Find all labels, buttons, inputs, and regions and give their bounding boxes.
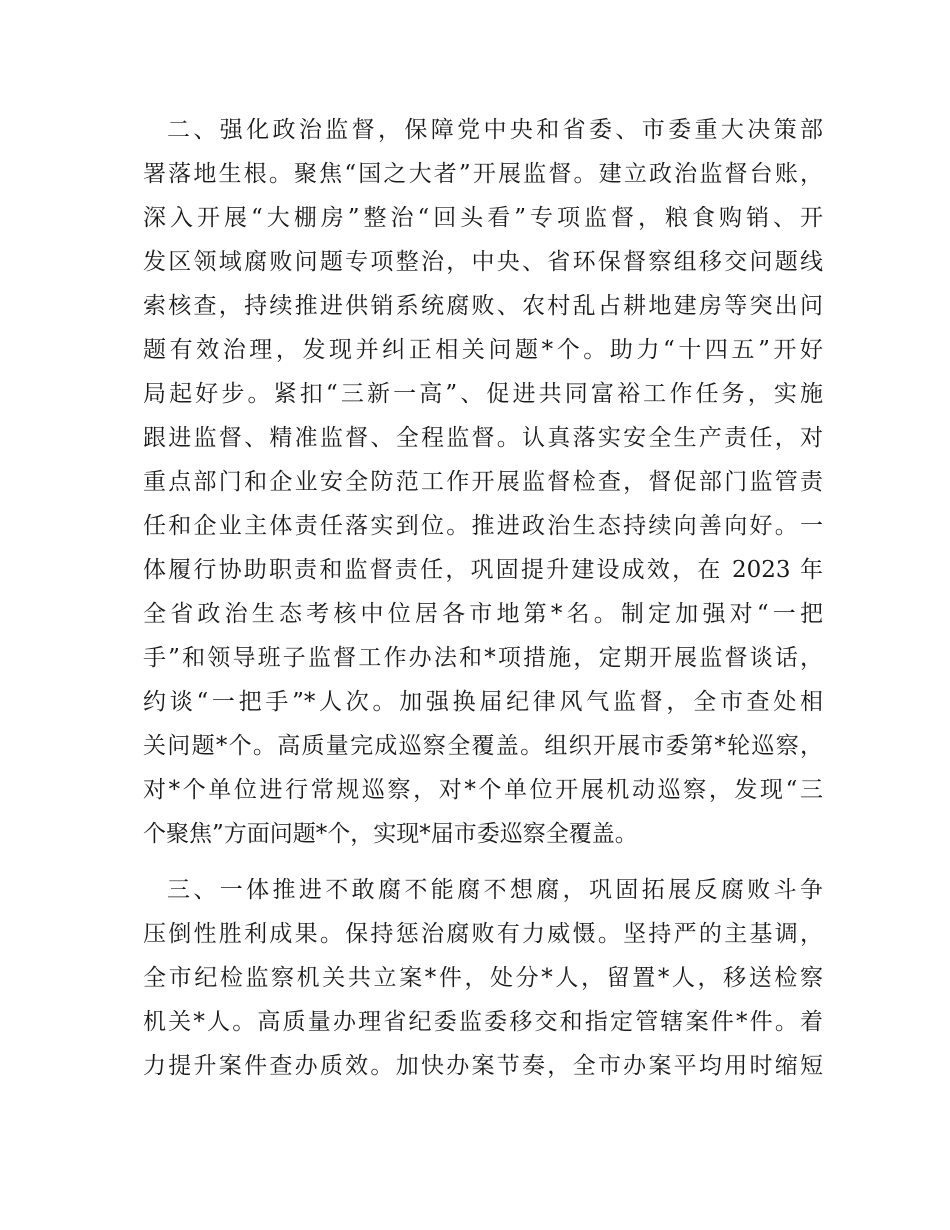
paragraph-line: 约谈“一把手”*人次。加强换届纪律风气监督，全市查处相 [143,689,823,715]
paragraph-line: 跟进监督、精准监督、全程监督。认真落实安全生产责任，对 [143,425,823,451]
paragraph-line: 压倒性胜利成果。保持惩治腐败有力威慑。坚持严的主基调， [143,921,823,947]
paragraph-line: 个聚焦”方面问题*个，实现*届市委巡察全覆盖。 [143,821,638,847]
paragraph-line: 发区领域腐败问题专项整治，中央、省环保督察组移交问题线 [143,249,823,275]
paragraph-line: 局起好步。紧扣“三新一高”、促进共同富裕工作任务，实施 [143,381,823,407]
paragraph-line: 索核查，持续推进供销系统腐败、农村乱占耕地建房等突出问 [143,293,823,319]
paragraph-line: 手”和领导班子监督工作办法和*项措施，定期开展监督谈话， [143,645,823,671]
paragraph-line: 二、强化政治监督，保障党中央和省委、市委重大决策部 [167,117,823,143]
paragraph-line: 重点部门和企业安全防范工作开展监督检查，督促部门监管责 [143,469,823,495]
paragraph-line: 对*个单位进行常规巡察，对*个单位开展机动巡察，发现“三 [143,777,823,803]
paragraph-line: 深入开展“大棚房”整治“回头看”专项监督，粮食购销、开 [143,205,823,231]
paragraph-line: 三、一体推进不敢腐不能腐不想腐，巩固拓展反腐败斗争 [167,877,823,903]
paragraph-line: 全市纪检监察机关共立案*件，处分*人，留置*人，移送检察 [143,965,823,991]
paragraph-line: 机关*人。高质量办理省纪委监委移交和指定管辖案件*件。着 [143,1009,823,1035]
paragraph-line: 全省政治生态考核中位居各市地第*名。制定加强对“一把 [143,601,823,627]
paragraph-line: 体履行协助职责和监督责任，巩固提升建设成效，在 2023 年 [143,557,823,583]
paragraph-line: 题有效治理，发现并纠正相关问题*个。助力“十四五”开好 [143,337,823,363]
paragraph-line: 关问题*个。高质量完成巡察全覆盖。组织开展市委第*轮巡察， [143,733,823,759]
paragraph-line: 力提升案件查办质效。加快办案节奏，全市办案平均用时缩短 [143,1053,823,1079]
paragraph-line: 任和企业主体责任落实到位。推进政治生态持续向善向好。一 [143,513,823,539]
paragraph-line: 署落地生根。聚焦“国之大者”开展监督。建立政治监督台账， [143,161,823,187]
